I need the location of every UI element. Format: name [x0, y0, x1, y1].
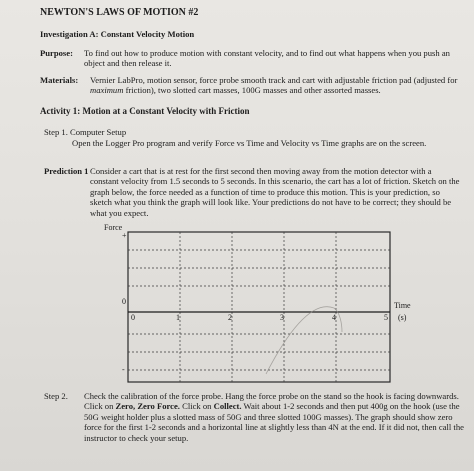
step1-text: Open the Logger Pro program and verify Force vs Time and Velocity vs Time graphs are on the screen. — [72, 138, 427, 148]
materials-text-end: friction), two slotted cart masses, 100G masses and other assorted masses. — [123, 85, 381, 96]
y-plus-label: + — [122, 231, 127, 240]
prediction1-text: Consider a cart that is at rest for the first second then moving away from the motion detector with a constant velocity from 1.5 seconds to 5 seconds. In this scenario, the cart has a lot of friction. Sketch on the graph below, the force needed as a function of time to produce this motion. This is your prediction, so sketch what you think the graph will look like. Your predictions do not have to be correct; they should be what you expect. — [90, 166, 460, 218]
y-axis-label: Force — [104, 224, 123, 232]
force-time-graph[interactable] — [96, 224, 426, 390]
step2-text-1: Check the calibration of the force probe. Hang the force probe on the stand so the hook is facing downwards. Click on — [84, 391, 459, 412]
materials-label: Materials: — [40, 75, 79, 85]
y-zero-label: 0 — [122, 297, 126, 306]
page-title: NEWTON'S LAWS OF MOTION #2 — [40, 7, 199, 18]
purpose-label: Purpose: — [40, 48, 73, 58]
y-minus-label: - — [122, 365, 125, 374]
x-tick-5: 5 — [384, 313, 388, 322]
investigation-heading: Investigation A: Constant Velocity Motion — [40, 29, 195, 39]
step2-text — [84, 391, 466, 443]
step2-emphasis-collect: Collect. — [213, 401, 242, 412]
materials-text-start: Vernier LabPro, motion sensor, force probe smooth track and cart with adjustable friction pad (adjusted for — [90, 75, 458, 85]
materials-text-emphasis: maximum — [90, 85, 124, 96]
graph-v-grid — [180, 232, 336, 382]
step2-emphasis-zero: Zero, Zero Force. — [115, 401, 180, 412]
x-tick-4: 4 — [332, 313, 336, 322]
x-tick-1: 1 — [176, 313, 180, 322]
step1-label: Step 1. Computer Setup — [44, 127, 127, 137]
materials-text — [90, 75, 472, 96]
graph-h-grid — [128, 250, 390, 370]
prediction1-label: Prediction 1 — [44, 166, 89, 176]
graph-frame — [128, 232, 390, 382]
x-axis-unit: (s) — [398, 313, 407, 322]
purpose-text: To find out how to produce motion with constant velocity, and to find out what happens when you push an object and then release it. — [84, 48, 450, 69]
x-tick-3: 3 — [280, 313, 284, 322]
step2-label: Step 2. — [44, 391, 68, 401]
x-tick-0: 0 — [131, 313, 135, 322]
x-axis-label: Time — [394, 301, 411, 310]
step2-text-3: Wait about 1-2 seconds and then put 400g on the hook (use the 50G weight holder plus a slotted mass of 50G and three slotted 100G masses). The graph should show zero force for the first 1-2 seconds and a horizontal line at slightly less than 4N at the end. If it did not, then call the instructor to check your setup. — [84, 401, 464, 443]
pencil-sketch — [266, 307, 342, 374]
activity-heading: Activity 1: Motion at a Constant Velocity with Friction — [40, 106, 250, 116]
x-tick-2: 2 — [228, 313, 232, 322]
step2-text-2: Click on — [179, 401, 214, 412]
